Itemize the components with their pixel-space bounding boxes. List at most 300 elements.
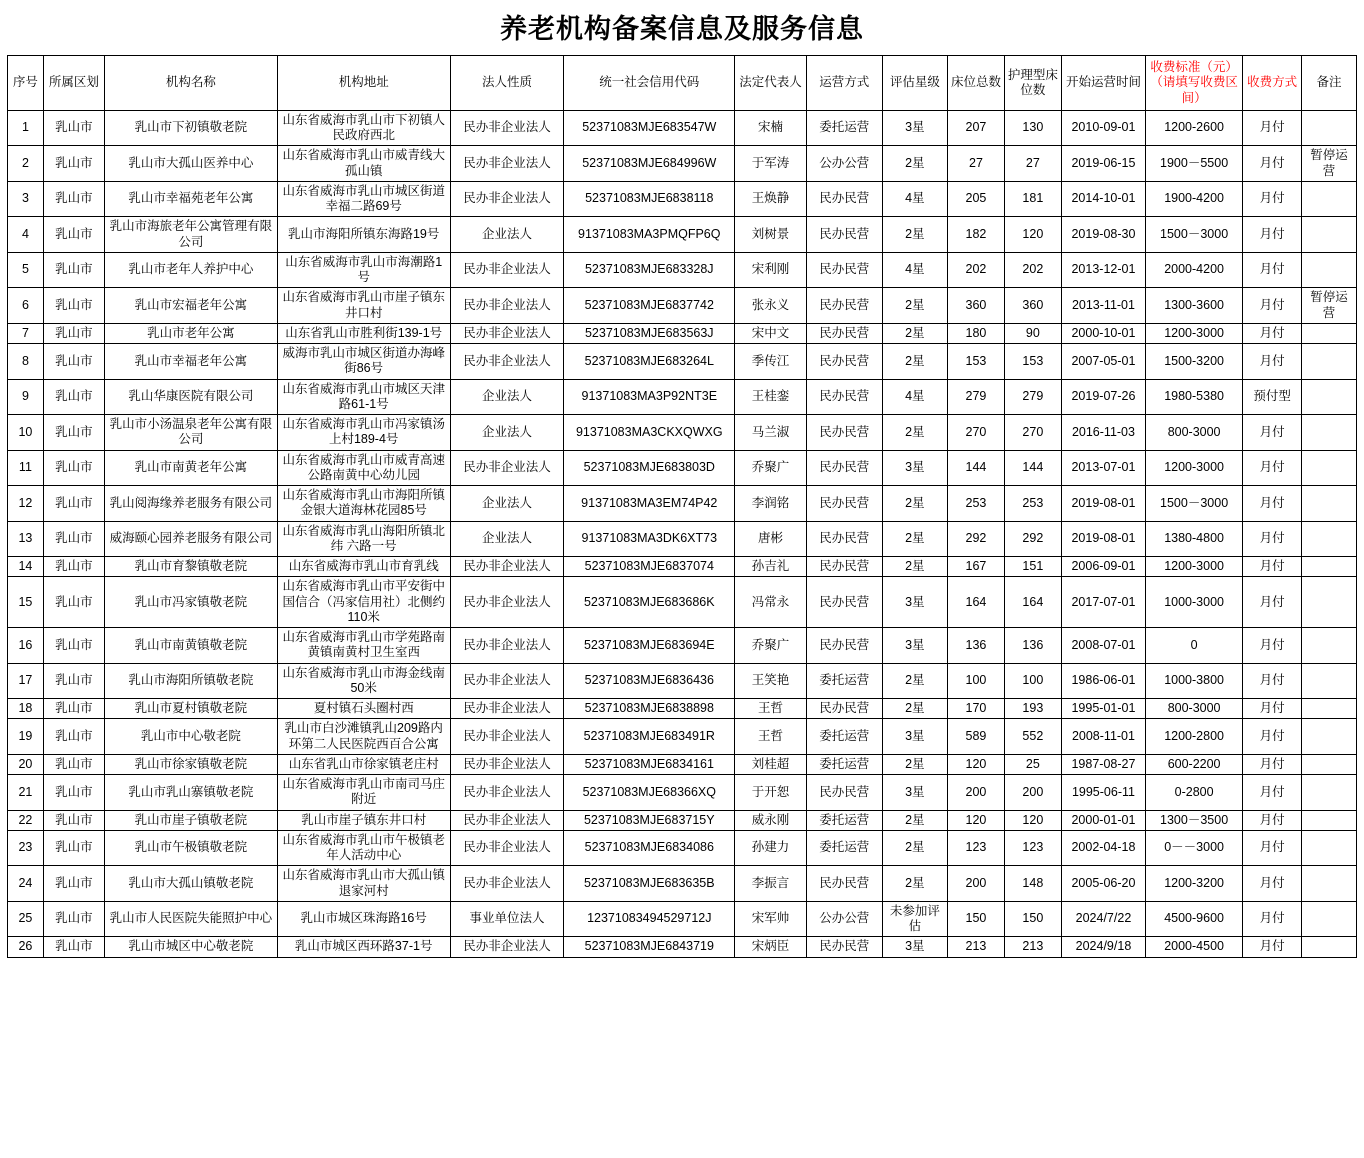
cell-fee-range: 1200-3000 bbox=[1146, 450, 1243, 486]
cell-representative: 李振言 bbox=[735, 866, 807, 902]
cell-region: 乳山市 bbox=[43, 146, 104, 182]
table-row bbox=[8, 937, 1357, 957]
cell-region: 乳山市 bbox=[43, 663, 104, 699]
cell-representative: 马兰淑 bbox=[735, 415, 807, 451]
cell-start-date: 2024/9/18 bbox=[1061, 937, 1145, 957]
cell-address: 山东省威海市乳山市大孤山镇退家河村 bbox=[277, 866, 450, 902]
cell-credit-code: 12371083494529712J bbox=[564, 901, 735, 937]
cell-beds-nursing: 148 bbox=[1004, 866, 1061, 902]
cell-representative: 王焕静 bbox=[735, 181, 807, 217]
cell-start-date: 1995-01-01 bbox=[1061, 699, 1145, 719]
table-row bbox=[8, 521, 1357, 557]
cell-region: 乳山市 bbox=[43, 486, 104, 522]
table-row bbox=[8, 557, 1357, 577]
cell-pay-mode: 月付 bbox=[1243, 181, 1302, 217]
cell-operation: 民办民营 bbox=[806, 557, 882, 577]
cell-region: 乳山市 bbox=[43, 450, 104, 486]
cell-pay-mode: 预付型 bbox=[1243, 379, 1302, 415]
cell-seq: 13 bbox=[8, 521, 44, 557]
cell-address: 山东省威海市乳山市下初镇人民政府西北 bbox=[277, 110, 450, 146]
cell-pay-mode: 月付 bbox=[1243, 699, 1302, 719]
cell-start-date: 2008-11-01 bbox=[1061, 719, 1145, 755]
cell-start-date: 2000-10-01 bbox=[1061, 323, 1145, 343]
cell-credit-code: 52371083MJE6834086 bbox=[564, 830, 735, 866]
cell-address: 山东省乳山市胜利街139-1号 bbox=[277, 323, 450, 343]
cell-remark bbox=[1302, 323, 1357, 343]
cell-remark bbox=[1302, 699, 1357, 719]
cell-pay-mode: 月付 bbox=[1243, 628, 1302, 664]
cell-operation: 民办民营 bbox=[806, 866, 882, 902]
cell-beds-nursing: 153 bbox=[1004, 344, 1061, 380]
cell-address: 乳山市城区珠海路16号 bbox=[277, 901, 450, 937]
cell-beds-nursing: 164 bbox=[1004, 577, 1061, 628]
cell-legal-type: 民办非企业法人 bbox=[450, 937, 564, 957]
cell-beds-total: 200 bbox=[948, 775, 1005, 811]
cell-fee-range: 1980-5380 bbox=[1146, 379, 1243, 415]
cell-remark bbox=[1302, 557, 1357, 577]
cell-credit-code: 52371083MJE683715Y bbox=[564, 810, 735, 830]
cell-beds-nursing: 144 bbox=[1004, 450, 1061, 486]
cell-name: 乳山市海阳所镇敬老院 bbox=[104, 663, 277, 699]
cell-start-date: 2019-06-15 bbox=[1061, 146, 1145, 182]
cell-operation: 民办民营 bbox=[806, 252, 882, 288]
cell-address: 乳山市白沙滩镇乳山209路内环第二人民医院西百合公寓 bbox=[277, 719, 450, 755]
column-header-name: 机构名称 bbox=[104, 56, 277, 111]
cell-fee-range: 1000-3800 bbox=[1146, 663, 1243, 699]
cell-seq: 15 bbox=[8, 577, 44, 628]
cell-star: 3星 bbox=[882, 775, 947, 811]
cell-region: 乳山市 bbox=[43, 288, 104, 324]
cell-star: 2星 bbox=[882, 810, 947, 830]
cell-representative: 王哲 bbox=[735, 719, 807, 755]
cell-start-date: 2019-08-01 bbox=[1061, 521, 1145, 557]
column-header-operation: 运营方式 bbox=[806, 56, 882, 111]
cell-star: 2星 bbox=[882, 217, 947, 253]
cell-address: 山东省威海市乳山市平安街中国信合（冯家信用社）北侧约110米 bbox=[277, 577, 450, 628]
cell-representative: 季传江 bbox=[735, 344, 807, 380]
cell-name: 乳山市南黄老年公寓 bbox=[104, 450, 277, 486]
cell-name: 乳山市大孤山镇敬老院 bbox=[104, 866, 277, 902]
column-header-star: 评估星级 bbox=[882, 56, 947, 111]
cell-fee-range: 0 bbox=[1146, 628, 1243, 664]
cell-pay-mode: 月付 bbox=[1243, 415, 1302, 451]
cell-fee-range: 1300-3600 bbox=[1146, 288, 1243, 324]
cell-name: 乳山市乳山寨镇敬老院 bbox=[104, 775, 277, 811]
column-header-beds-nursing: 护理型床位数 bbox=[1004, 56, 1061, 111]
table-row bbox=[8, 866, 1357, 902]
cell-region: 乳山市 bbox=[43, 901, 104, 937]
cell-seq: 11 bbox=[8, 450, 44, 486]
cell-remark bbox=[1302, 450, 1357, 486]
column-header-region: 所属区划 bbox=[43, 56, 104, 111]
cell-seq: 2 bbox=[8, 146, 44, 182]
cell-representative: 于开恕 bbox=[735, 775, 807, 811]
cell-name: 乳山市午极镇敬老院 bbox=[104, 830, 277, 866]
cell-pay-mode: 月付 bbox=[1243, 937, 1302, 957]
cell-operation: 委托运营 bbox=[806, 663, 882, 699]
cell-pay-mode: 月付 bbox=[1243, 146, 1302, 182]
cell-representative: 张永义 bbox=[735, 288, 807, 324]
cell-name: 乳山市海旅老年公寓管理有限公司 bbox=[104, 217, 277, 253]
cell-credit-code: 52371083MJE683264L bbox=[564, 344, 735, 380]
table-row bbox=[8, 344, 1357, 380]
cell-fee-range: 1000-3000 bbox=[1146, 577, 1243, 628]
cell-start-date: 1995-06-11 bbox=[1061, 775, 1145, 811]
column-header-legal-type: 法人性质 bbox=[450, 56, 564, 111]
cell-star: 2星 bbox=[882, 288, 947, 324]
table-row bbox=[8, 415, 1357, 451]
table-row bbox=[8, 323, 1357, 343]
cell-remark bbox=[1302, 775, 1357, 811]
cell-legal-type: 企业法人 bbox=[450, 379, 564, 415]
cell-name: 乳山市人民医院失能照护中心 bbox=[104, 901, 277, 937]
cell-fee-range: 800-3000 bbox=[1146, 415, 1243, 451]
cell-legal-type: 事业单位法人 bbox=[450, 901, 564, 937]
cell-name: 乳山华康医院有限公司 bbox=[104, 379, 277, 415]
cell-beds-total: 279 bbox=[948, 379, 1005, 415]
cell-credit-code: 91371083MA3P92NT3E bbox=[564, 379, 735, 415]
cell-name: 乳山市育黎镇敬老院 bbox=[104, 557, 277, 577]
cell-remark bbox=[1302, 628, 1357, 664]
column-header-representative: 法定代表人 bbox=[735, 56, 807, 111]
cell-fee-range: 1500-3200 bbox=[1146, 344, 1243, 380]
cell-fee-range: 0－－3000 bbox=[1146, 830, 1243, 866]
cell-representative: 刘桂超 bbox=[735, 754, 807, 774]
cell-remark bbox=[1302, 754, 1357, 774]
cell-legal-type: 企业法人 bbox=[450, 486, 564, 522]
cell-credit-code: 52371083MJE6843719 bbox=[564, 937, 735, 957]
cell-beds-total: 153 bbox=[948, 344, 1005, 380]
cell-fee-range: 1200-3000 bbox=[1146, 323, 1243, 343]
cell-legal-type: 民办非企业法人 bbox=[450, 181, 564, 217]
cell-address: 山东省威海市乳山市崖子镇东井口村 bbox=[277, 288, 450, 324]
cell-operation: 民办民营 bbox=[806, 486, 882, 522]
cell-fee-range: 4500-9600 bbox=[1146, 901, 1243, 937]
cell-star: 2星 bbox=[882, 415, 947, 451]
cell-beds-total: 150 bbox=[948, 901, 1005, 937]
cell-start-date: 2019-08-01 bbox=[1061, 486, 1145, 522]
table-row bbox=[8, 379, 1357, 415]
cell-fee-range: 1900-4200 bbox=[1146, 181, 1243, 217]
cell-seq: 1 bbox=[8, 110, 44, 146]
cell-fee-range: 2000-4500 bbox=[1146, 937, 1243, 957]
cell-credit-code: 52371083MJE683803D bbox=[564, 450, 735, 486]
cell-representative: 宋炳臣 bbox=[735, 937, 807, 957]
cell-operation: 委托运营 bbox=[806, 110, 882, 146]
cell-address: 山东省威海市乳山市海金线南50米 bbox=[277, 663, 450, 699]
cell-seq: 20 bbox=[8, 754, 44, 774]
table-row bbox=[8, 699, 1357, 719]
cell-representative: 于军涛 bbox=[735, 146, 807, 182]
cell-region: 乳山市 bbox=[43, 866, 104, 902]
cell-start-date: 2016-11-03 bbox=[1061, 415, 1145, 451]
cell-address: 乳山市城区西环路37-1号 bbox=[277, 937, 450, 957]
cell-fee-range: 2000-4200 bbox=[1146, 252, 1243, 288]
cell-region: 乳山市 bbox=[43, 110, 104, 146]
cell-seq: 12 bbox=[8, 486, 44, 522]
cell-legal-type: 民办非企业法人 bbox=[450, 344, 564, 380]
cell-address: 山东省威海市乳山市城区天津路61-1号 bbox=[277, 379, 450, 415]
cell-address: 乳山市海阳所镇东海路19号 bbox=[277, 217, 450, 253]
cell-star: 2星 bbox=[882, 866, 947, 902]
cell-beds-nursing: 151 bbox=[1004, 557, 1061, 577]
table-row bbox=[8, 775, 1357, 811]
cell-start-date: 2013-12-01 bbox=[1061, 252, 1145, 288]
cell-credit-code: 52371083MJE6838898 bbox=[564, 699, 735, 719]
cell-representative: 冯常永 bbox=[735, 577, 807, 628]
cell-pay-mode: 月付 bbox=[1243, 901, 1302, 937]
cell-name: 乳山市崖子镇敬老院 bbox=[104, 810, 277, 830]
cell-remark bbox=[1302, 486, 1357, 522]
cell-operation: 民办民营 bbox=[806, 577, 882, 628]
cell-beds-nursing: 279 bbox=[1004, 379, 1061, 415]
cell-pay-mode: 月付 bbox=[1243, 252, 1302, 288]
cell-region: 乳山市 bbox=[43, 323, 104, 343]
table-row bbox=[8, 719, 1357, 755]
cell-address: 山东省威海市乳山海阳所镇北纬 六路一号 bbox=[277, 521, 450, 557]
cell-operation: 民办民营 bbox=[806, 937, 882, 957]
cell-star: 3星 bbox=[882, 937, 947, 957]
cell-start-date: 2013-11-01 bbox=[1061, 288, 1145, 324]
cell-region: 乳山市 bbox=[43, 379, 104, 415]
table-row bbox=[8, 217, 1357, 253]
cell-representative: 孙吉礼 bbox=[735, 557, 807, 577]
cell-beds-total: 167 bbox=[948, 557, 1005, 577]
cell-name: 乳山市宏福老年公寓 bbox=[104, 288, 277, 324]
table-row bbox=[8, 901, 1357, 937]
cell-operation: 民办民营 bbox=[806, 344, 882, 380]
cell-legal-type: 民办非企业法人 bbox=[450, 775, 564, 811]
cell-pay-mode: 月付 bbox=[1243, 577, 1302, 628]
cell-credit-code: 52371083MJE68366XQ bbox=[564, 775, 735, 811]
cell-pay-mode: 月付 bbox=[1243, 323, 1302, 343]
cell-pay-mode: 月付 bbox=[1243, 754, 1302, 774]
cell-fee-range: 1200-3000 bbox=[1146, 557, 1243, 577]
cell-start-date: 1987-08-27 bbox=[1061, 754, 1145, 774]
cell-region: 乳山市 bbox=[43, 217, 104, 253]
cell-address: 山东省威海市乳山市海阳所镇金银大道海林花园85号 bbox=[277, 486, 450, 522]
cell-seq: 26 bbox=[8, 937, 44, 957]
cell-start-date: 2024/7/22 bbox=[1061, 901, 1145, 937]
cell-seq: 25 bbox=[8, 901, 44, 937]
cell-seq: 9 bbox=[8, 379, 44, 415]
cell-credit-code: 91371083MA3DK6XT73 bbox=[564, 521, 735, 557]
cell-representative: 乔聚广 bbox=[735, 628, 807, 664]
cell-beds-total: 120 bbox=[948, 754, 1005, 774]
cell-credit-code: 52371083MJE6836436 bbox=[564, 663, 735, 699]
cell-credit-code: 52371083MJE683694E bbox=[564, 628, 735, 664]
cell-region: 乳山市 bbox=[43, 775, 104, 811]
cell-star: 2星 bbox=[882, 830, 947, 866]
cell-beds-total: 292 bbox=[948, 521, 1005, 557]
cell-star: 2星 bbox=[882, 323, 947, 343]
cell-operation: 民办民营 bbox=[806, 288, 882, 324]
table-row bbox=[8, 754, 1357, 774]
cell-representative: 宋军帅 bbox=[735, 901, 807, 937]
column-header-credit-code: 统一社会信用代码 bbox=[564, 56, 735, 111]
cell-star: 4星 bbox=[882, 379, 947, 415]
cell-operation: 民办民营 bbox=[806, 379, 882, 415]
cell-remark bbox=[1302, 719, 1357, 755]
cell-region: 乳山市 bbox=[43, 252, 104, 288]
cell-fee-range: 600-2200 bbox=[1146, 754, 1243, 774]
cell-legal-type: 民办非企业法人 bbox=[450, 830, 564, 866]
cell-remark bbox=[1302, 217, 1357, 253]
cell-star: 2星 bbox=[882, 146, 947, 182]
cell-address: 山东省威海市乳山市海潮路1号 bbox=[277, 252, 450, 288]
cell-representative: 王哲 bbox=[735, 699, 807, 719]
cell-pay-mode: 月付 bbox=[1243, 486, 1302, 522]
cell-credit-code: 52371083MJE683686K bbox=[564, 577, 735, 628]
cell-remark bbox=[1302, 663, 1357, 699]
cell-start-date: 2010-09-01 bbox=[1061, 110, 1145, 146]
cell-legal-type: 民办非企业法人 bbox=[450, 866, 564, 902]
cell-seq: 22 bbox=[8, 810, 44, 830]
cell-credit-code: 91371083MA3EM74P42 bbox=[564, 486, 735, 522]
cell-beds-total: 182 bbox=[948, 217, 1005, 253]
table-row bbox=[8, 830, 1357, 866]
table-row bbox=[8, 252, 1357, 288]
cell-beds-total: 100 bbox=[948, 663, 1005, 699]
cell-legal-type: 民办非企业法人 bbox=[450, 450, 564, 486]
cell-seq: 21 bbox=[8, 775, 44, 811]
cell-beds-nursing: 193 bbox=[1004, 699, 1061, 719]
cell-name: 威海颐心园养老服务有限公司 bbox=[104, 521, 277, 557]
cell-region: 乳山市 bbox=[43, 754, 104, 774]
cell-remark bbox=[1302, 521, 1357, 557]
cell-start-date: 2014-10-01 bbox=[1061, 181, 1145, 217]
table-header-row bbox=[8, 56, 1357, 111]
cell-representative: 刘树景 bbox=[735, 217, 807, 253]
cell-fee-range: 1200-3200 bbox=[1146, 866, 1243, 902]
cell-beds-nursing: 202 bbox=[1004, 252, 1061, 288]
cell-address: 乳山市崖子镇东井口村 bbox=[277, 810, 450, 830]
cell-beds-nursing: 100 bbox=[1004, 663, 1061, 699]
cell-beds-nursing: 130 bbox=[1004, 110, 1061, 146]
column-header-start-date: 开始运营时间 bbox=[1061, 56, 1145, 111]
cell-name: 乳山市幸福苑老年公寓 bbox=[104, 181, 277, 217]
cell-beds-total: 207 bbox=[948, 110, 1005, 146]
cell-name: 乳山市下初镇敬老院 bbox=[104, 110, 277, 146]
cell-region: 乳山市 bbox=[43, 830, 104, 866]
cell-credit-code: 52371083MJE683563J bbox=[564, 323, 735, 343]
cell-credit-code: 52371083MJE6838118 bbox=[564, 181, 735, 217]
cell-beds-total: 589 bbox=[948, 719, 1005, 755]
cell-star: 2星 bbox=[882, 663, 947, 699]
cell-seq: 8 bbox=[8, 344, 44, 380]
cell-pay-mode: 月付 bbox=[1243, 830, 1302, 866]
cell-start-date: 2019-07-26 bbox=[1061, 379, 1145, 415]
cell-name: 乳山市幸福老年公寓 bbox=[104, 344, 277, 380]
cell-representative: 李润铭 bbox=[735, 486, 807, 522]
column-header-seq: 序号 bbox=[8, 56, 44, 111]
table-row bbox=[8, 181, 1357, 217]
cell-representative: 宋楠 bbox=[735, 110, 807, 146]
cell-name: 乳山市大孤山医养中心 bbox=[104, 146, 277, 182]
cell-beds-nursing: 200 bbox=[1004, 775, 1061, 811]
table-row bbox=[8, 663, 1357, 699]
cell-start-date: 2019-08-30 bbox=[1061, 217, 1145, 253]
cell-beds-nursing: 181 bbox=[1004, 181, 1061, 217]
cell-pay-mode: 月付 bbox=[1243, 450, 1302, 486]
cell-legal-type: 企业法人 bbox=[450, 415, 564, 451]
cell-legal-type: 民办非企业法人 bbox=[450, 146, 564, 182]
cell-seq: 19 bbox=[8, 719, 44, 755]
cell-seq: 23 bbox=[8, 830, 44, 866]
cell-star: 3星 bbox=[882, 110, 947, 146]
cell-beds-nursing: 253 bbox=[1004, 486, 1061, 522]
cell-legal-type: 民办非企业法人 bbox=[450, 754, 564, 774]
cell-pay-mode: 月付 bbox=[1243, 217, 1302, 253]
cell-beds-total: 180 bbox=[948, 323, 1005, 343]
page-title: 养老机构备案信息及服务信息 bbox=[500, 14, 864, 45]
cell-remark bbox=[1302, 937, 1357, 957]
cell-representative: 孙建力 bbox=[735, 830, 807, 866]
cell-beds-nursing: 136 bbox=[1004, 628, 1061, 664]
cell-credit-code: 52371083MJE683547W bbox=[564, 110, 735, 146]
cell-legal-type: 企业法人 bbox=[450, 217, 564, 253]
cell-beds-total: 360 bbox=[948, 288, 1005, 324]
cell-address: 山东省乳山市徐家镇老庄村 bbox=[277, 754, 450, 774]
cell-name: 乳山市夏村镇敬老院 bbox=[104, 699, 277, 719]
cell-fee-range: 1200-2800 bbox=[1146, 719, 1243, 755]
table-row bbox=[8, 288, 1357, 324]
column-header-beds-total: 床位总数 bbox=[948, 56, 1005, 111]
cell-beds-nursing: 123 bbox=[1004, 830, 1061, 866]
cell-seq: 4 bbox=[8, 217, 44, 253]
cell-pay-mode: 月付 bbox=[1243, 288, 1302, 324]
cell-credit-code: 91371083MA3CKXQWXG bbox=[564, 415, 735, 451]
cell-name: 乳山市城区中心敬老院 bbox=[104, 937, 277, 957]
cell-legal-type: 民办非企业法人 bbox=[450, 810, 564, 830]
cell-remark bbox=[1302, 577, 1357, 628]
cell-remark: 暂停运营 bbox=[1302, 288, 1357, 324]
cell-name: 乳山市老年人养护中心 bbox=[104, 252, 277, 288]
cell-operation: 民办民营 bbox=[806, 699, 882, 719]
cell-credit-code: 52371083MJE684996W bbox=[564, 146, 735, 182]
cell-operation: 委托运营 bbox=[806, 810, 882, 830]
cell-beds-total: 213 bbox=[948, 937, 1005, 957]
cell-star: 未参加评估 bbox=[882, 901, 947, 937]
cell-remark bbox=[1302, 181, 1357, 217]
cell-remark bbox=[1302, 379, 1357, 415]
cell-legal-type: 民办非企业法人 bbox=[450, 699, 564, 719]
cell-pay-mode: 月付 bbox=[1243, 775, 1302, 811]
cell-address: 夏村镇石头圈村西 bbox=[277, 699, 450, 719]
table-row bbox=[8, 486, 1357, 522]
cell-pay-mode: 月付 bbox=[1243, 521, 1302, 557]
cell-representative: 威永刚 bbox=[735, 810, 807, 830]
cell-legal-type: 民办非企业法人 bbox=[450, 719, 564, 755]
cell-start-date: 2007-05-01 bbox=[1061, 344, 1145, 380]
cell-pay-mode: 月付 bbox=[1243, 110, 1302, 146]
cell-address: 山东省威海市乳山市威青线大孤山镇 bbox=[277, 146, 450, 182]
cell-seq: 14 bbox=[8, 557, 44, 577]
cell-star: 2星 bbox=[882, 486, 947, 522]
cell-operation: 民办民营 bbox=[806, 521, 882, 557]
cell-seq: 18 bbox=[8, 699, 44, 719]
cell-beds-total: 205 bbox=[948, 181, 1005, 217]
cell-remark bbox=[1302, 901, 1357, 937]
cell-star: 2星 bbox=[882, 699, 947, 719]
cell-beds-nursing: 120 bbox=[1004, 217, 1061, 253]
cell-beds-total: 136 bbox=[948, 628, 1005, 664]
cell-operation: 民办民营 bbox=[806, 775, 882, 811]
cell-region: 乳山市 bbox=[43, 628, 104, 664]
cell-beds-total: 164 bbox=[948, 577, 1005, 628]
cell-beds-total: 253 bbox=[948, 486, 1005, 522]
cell-beds-total: 144 bbox=[948, 450, 1005, 486]
